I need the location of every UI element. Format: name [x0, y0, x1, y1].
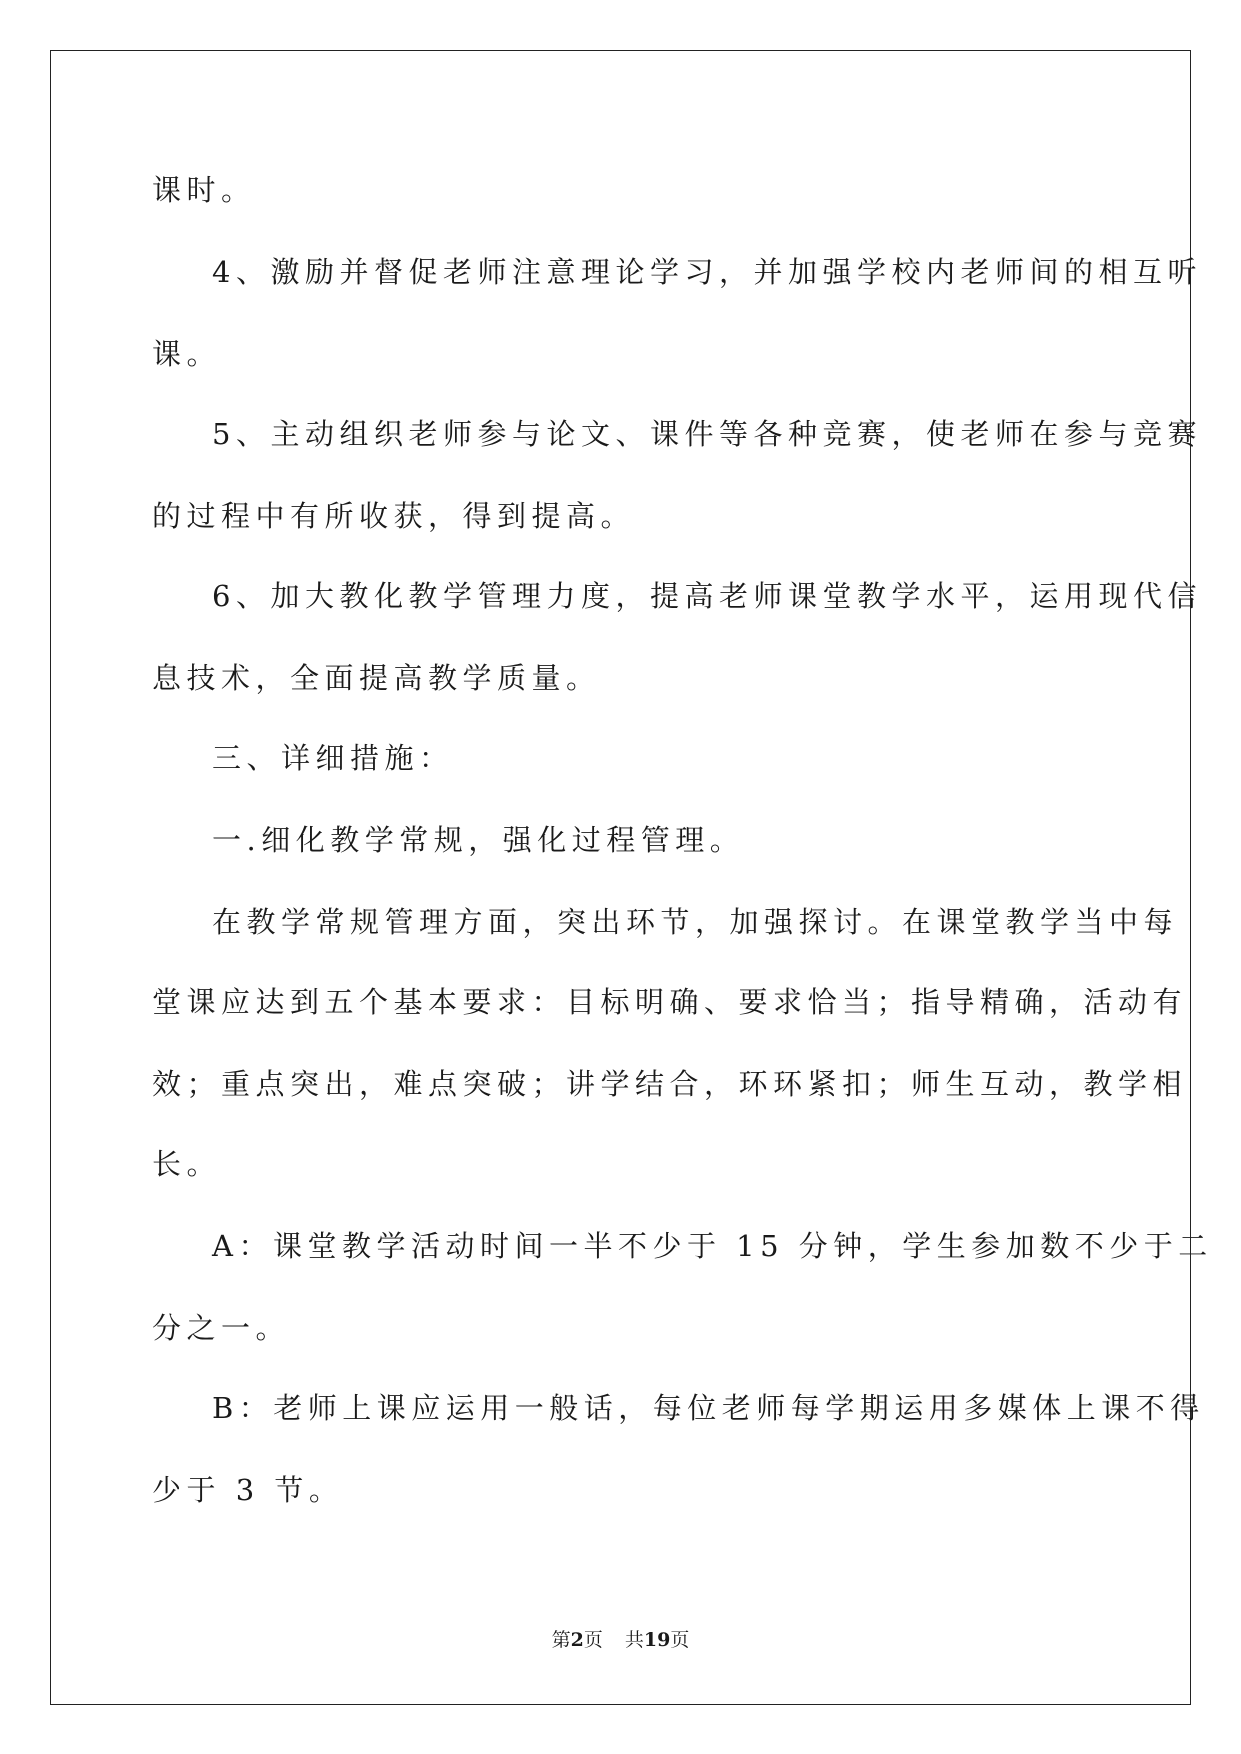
text-line: 分之一。 — [152, 1311, 291, 1345]
page-suffix: 页 — [583, 1629, 603, 1651]
text-line: 少于 3 节。 — [152, 1473, 344, 1507]
total-prefix: 共 — [624, 1629, 644, 1651]
text-line: A：课堂教学活动时间一半不少于 15 分钟，学生参加数不少于二 — [212, 1229, 1213, 1263]
text-line: 堂课应达到五个基本要求：目标明确、要求恰当；指导精确，活动有 — [152, 985, 1188, 1019]
total-pages: 19 — [643, 1629, 671, 1651]
text-line: 课。 — [152, 337, 222, 371]
page-number: 2 — [570, 1629, 584, 1651]
text-line: 在教学常规管理方面，突出环节，加强探讨。在课堂教学当中每 — [212, 905, 1179, 939]
section-heading: 三、详细措施： — [212, 741, 454, 775]
text-line: 5、主动组织老师参与论文、课件等各种竞赛，使老师在参与竞赛 — [212, 417, 1202, 451]
page-border — [50, 50, 1213, 1705]
text-line: 4、激励并督促老师注意理论学习，并加强学校内老师间的相互听 — [212, 255, 1202, 289]
text-line: 效；重点突出，难点突破；讲学结合，环环紧扣；师生互动，教学相 — [152, 1067, 1188, 1101]
text-line: 6、加大教化教学管理力度，提高老师课堂教学水平，运用现代信 — [212, 579, 1202, 613]
text-line: 长。 — [152, 1147, 222, 1181]
subsection-heading: 一.细化教学常规，强化过程管理。 — [212, 823, 745, 857]
text-line: 的过程中有所收获，得到提高。 — [152, 499, 636, 533]
text-line: B：老师上课应运用一般话，每位老师每学期运用多媒体上课不得 — [212, 1391, 1205, 1425]
page-prefix: 第 — [551, 1629, 571, 1651]
page-footer — [0, 1628, 1241, 1652]
text-line: 课时。 — [152, 173, 256, 207]
text-line: 息技术，全面提高教学质量。 — [152, 661, 601, 695]
total-suffix: 页 — [670, 1629, 690, 1651]
